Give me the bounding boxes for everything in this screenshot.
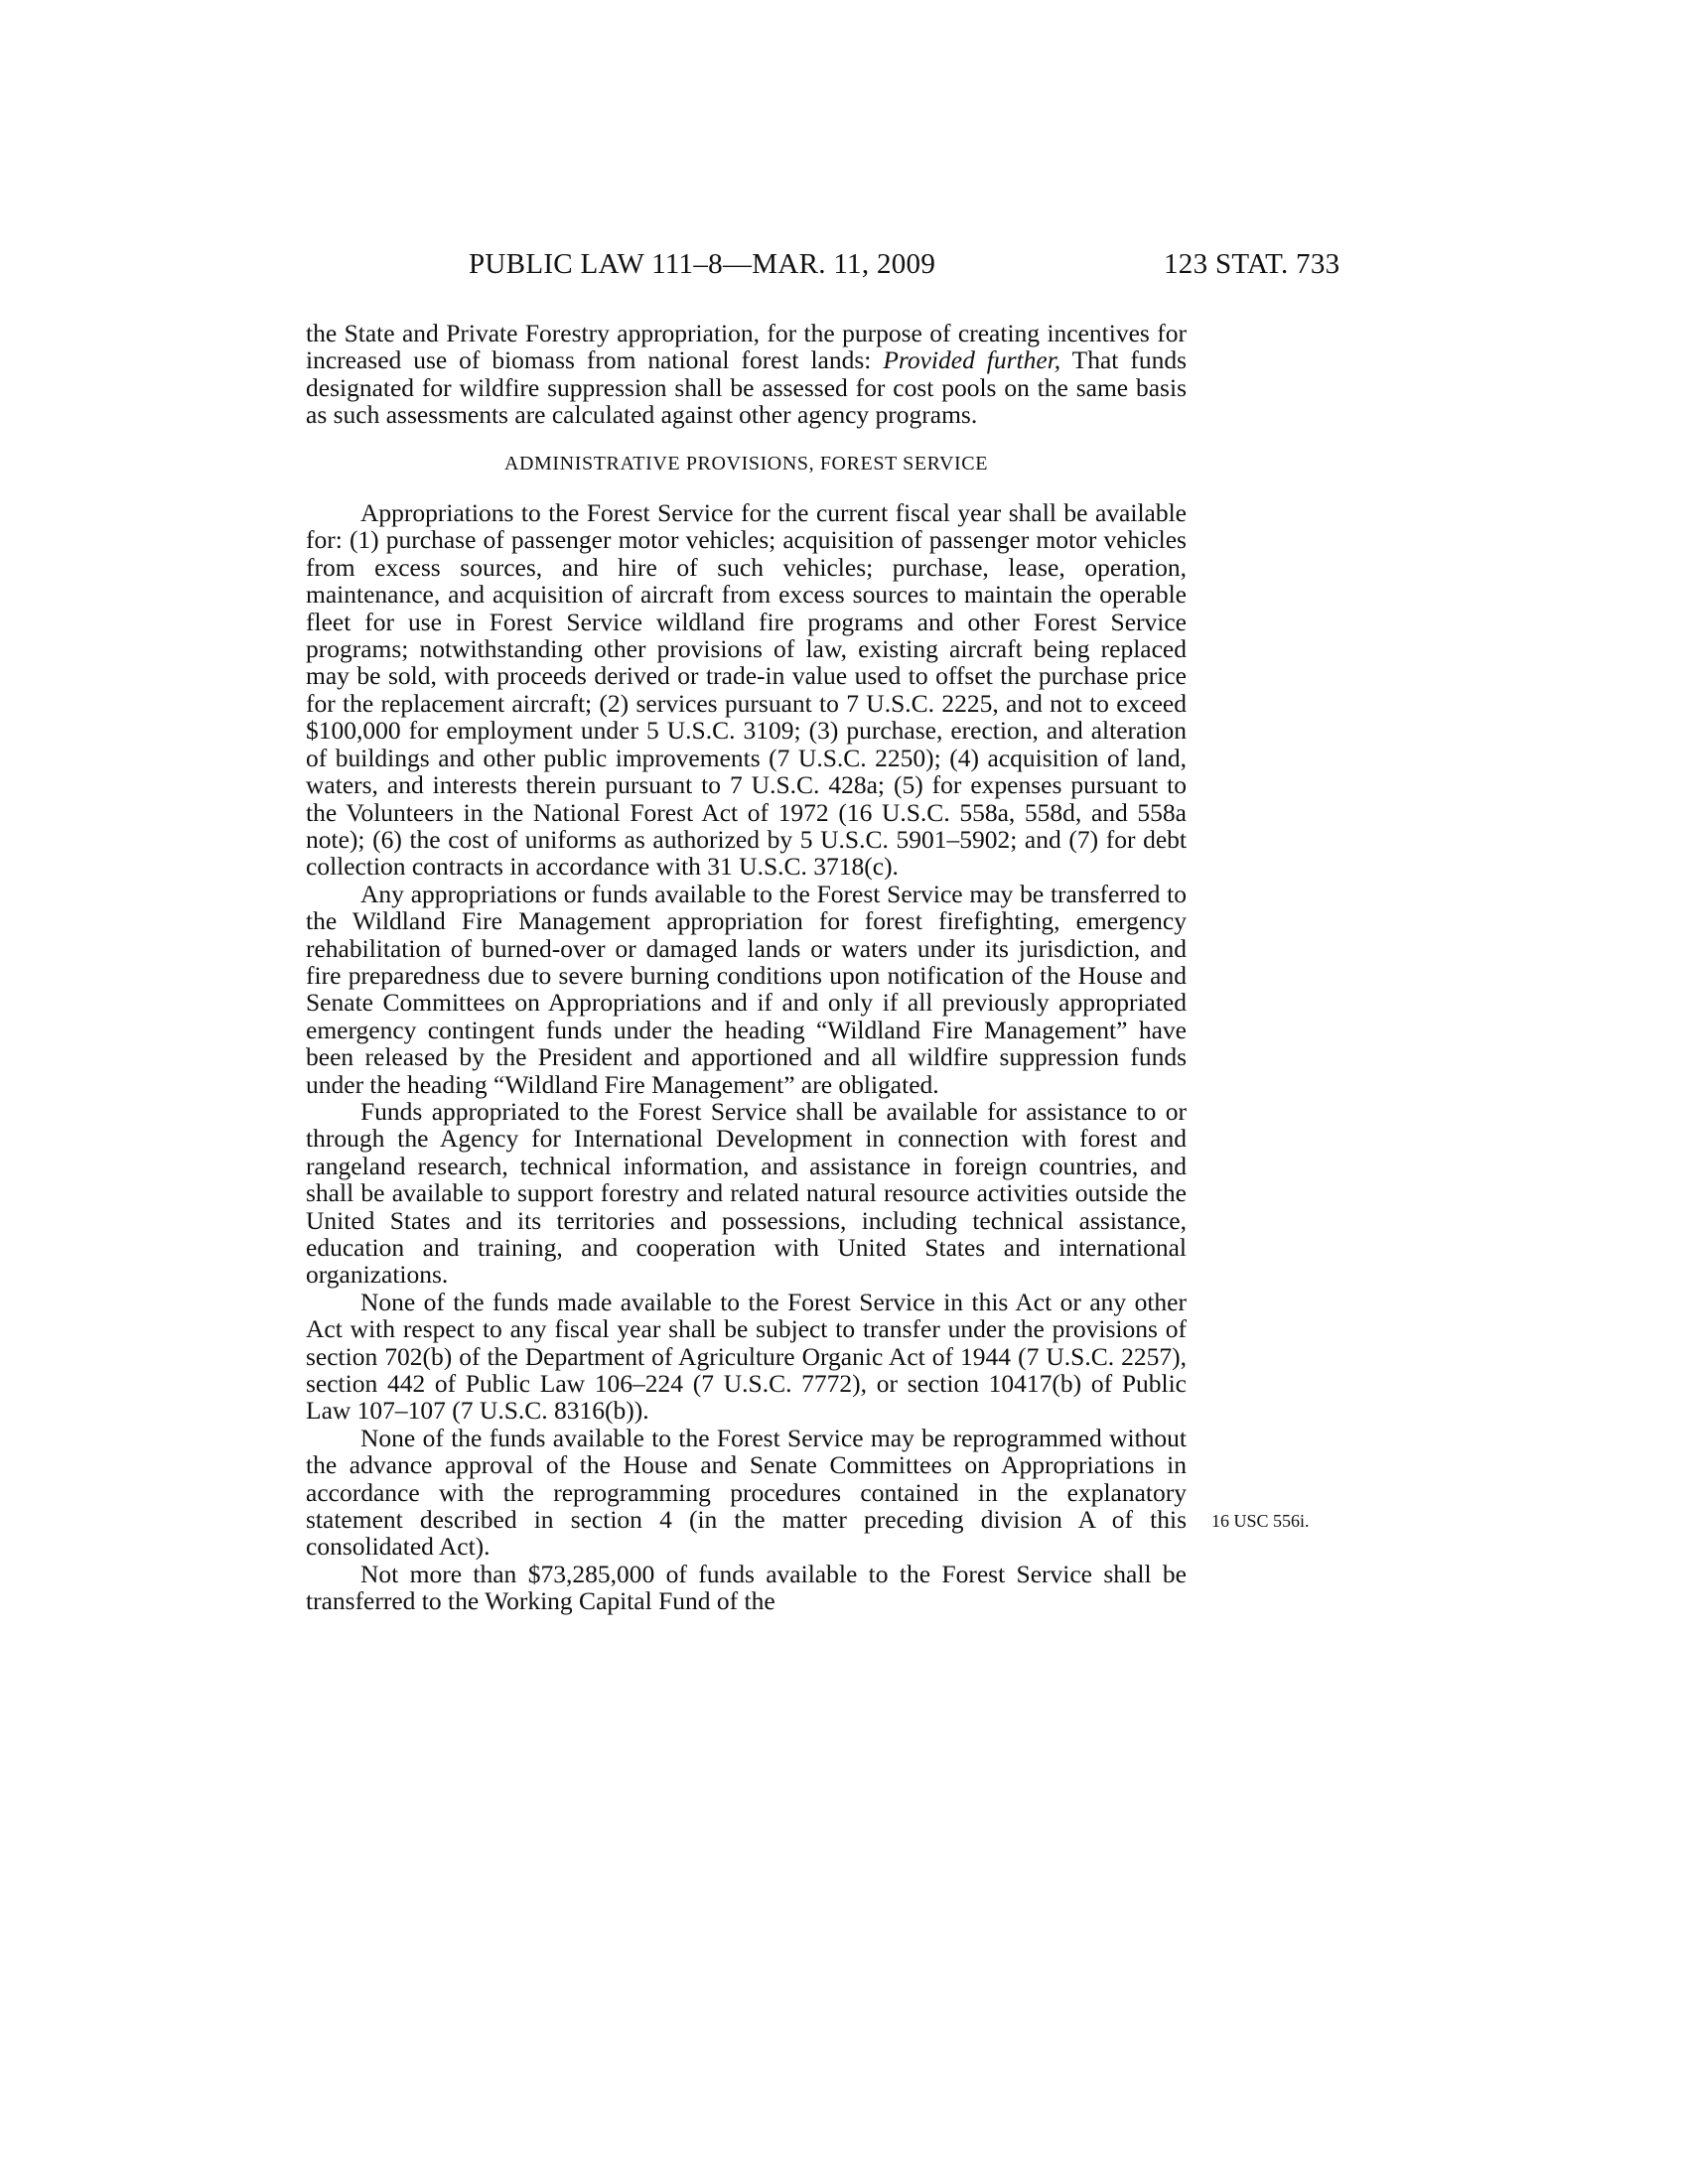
paragraph-appropriations: Appropriations to the Forest Service for the current fiscal year shall be available for: (1) purchase of passenger motor vehicles; acquisition of passenger motor vehicles from excess sources, and hire of such vehicles; purchase, lease, operation, maintenance, and acquisition of aircraft from excess sources to maintain the operable fleet for use in Forest Service wildland fire programs and other Forest Service programs; notwithstanding other provisions of law, existing aircraft being replaced may be sold, with proceeds derived or trade-in value used to offset the purchase price for the replacement aircraft; (2) services pursuant to 7 U.S.C. 2225, and not to exceed $100,000 for employment under 5 U.S.C. 3109; (3) purchase, erection, and alteration of buildings and other public improvements (7 U.S.C. 2250); (4) acquisition of land, waters, and interests therein pursuant to 7 U.S.C. 428a; (5) for expenses pursuant to the Volunteers in the National Forest Act of 1972 (16 U.S.C. 558a, 558d, and 558a note); (6) the cost of uniforms as authorized by 5 U.S.C. 5901–5902; and (7) for debt collection contracts in accordance with 31 U.S.C. 3718(c). [306,498,1187,882]
paragraph-text: That funds designated for wildfire suppression shall be assessed for cost pools on the same basis as such assessments are calculated against other agency programs. [306,345,1187,430]
body-text [306,320,1187,1615]
running-title: PUBLIC LAW 111–8—MAR. 11, 2009 [469,248,936,280]
italic-proviso: Provided further, [883,345,1061,375]
paragraph-international-assistance: Funds appropriated to the Forest Service shall be available for assistance to or through the Agency for International Development in connection with forest and rangeland research, technical information, and assistance in foreign countries, and shall be available to support forestry and related natural resource activities outside the United States and its territories and possessions, including technical assistance, education and training, and cooperation with United States and international organizations. [306,1096,1187,1290]
continuation-paragraph [306,320,1187,429]
margin-note-usc-citation: 16 USC 556i. [1211,1511,1310,1531]
paragraph-reprogramming: None of the funds available to the Forest Service may be reprogrammed without the advance approval of the House and Senate Committees on Appropriations in accordance with the reprogramming procedures contained in the explanatory statement described in section 4 (in the matter preceding division A of this consolidated Act). [306,1423,1187,1562]
paragraph-working-capital-fund: Not more than $73,285,000 of funds available to the Forest Service shall be transferred to the Working Capital Fund of the [306,1559,1187,1616]
paragraph-transfer-restriction: None of the funds made available to the Forest Service in this Act or any other Act with respect to any fiscal year shall be subject to transfer under the provisions of section 702(b) of the Department of Agriculture Organic Act of 1944 (7 U.S.C. 2257), section 442 of Public Law 106–224 (7 U.S.C. 7772), or section 10417(b) of Public Law 107–107 (7 U.S.C. 8316(b)). [306,1287,1187,1426]
paragraph-text: the State and Private Forestry appropriation, for the purpose of creating incentives for increased use of biomass from national forest lands: [306,319,1187,375]
paragraph-transfer-wildland-fire: Any appropriations or funds available to the Forest Service may be transferred to the Wildland Fire Management appropriation for forest firefighting, emergency rehabilitation of burned-over or damaged lands or waters under its jurisdiction, and fire preparedness due to severe burning conditions upon notification of the House and Senate Committees on Appropriations and if and only if all previously appropriated emergency contingent funds under the heading “Wildland Fire Management” have been released by the President and apportioned and all wildfire suppression funds under the heading “Wildland Fire Management” are obligated. [306,879,1187,1099]
section-heading: ADMINISTRATIVE PROVISIONS, FOREST SERVICE [503,452,989,475]
running-header [0,248,1688,298]
page-folio: 123 STAT. 733 [1164,248,1340,280]
